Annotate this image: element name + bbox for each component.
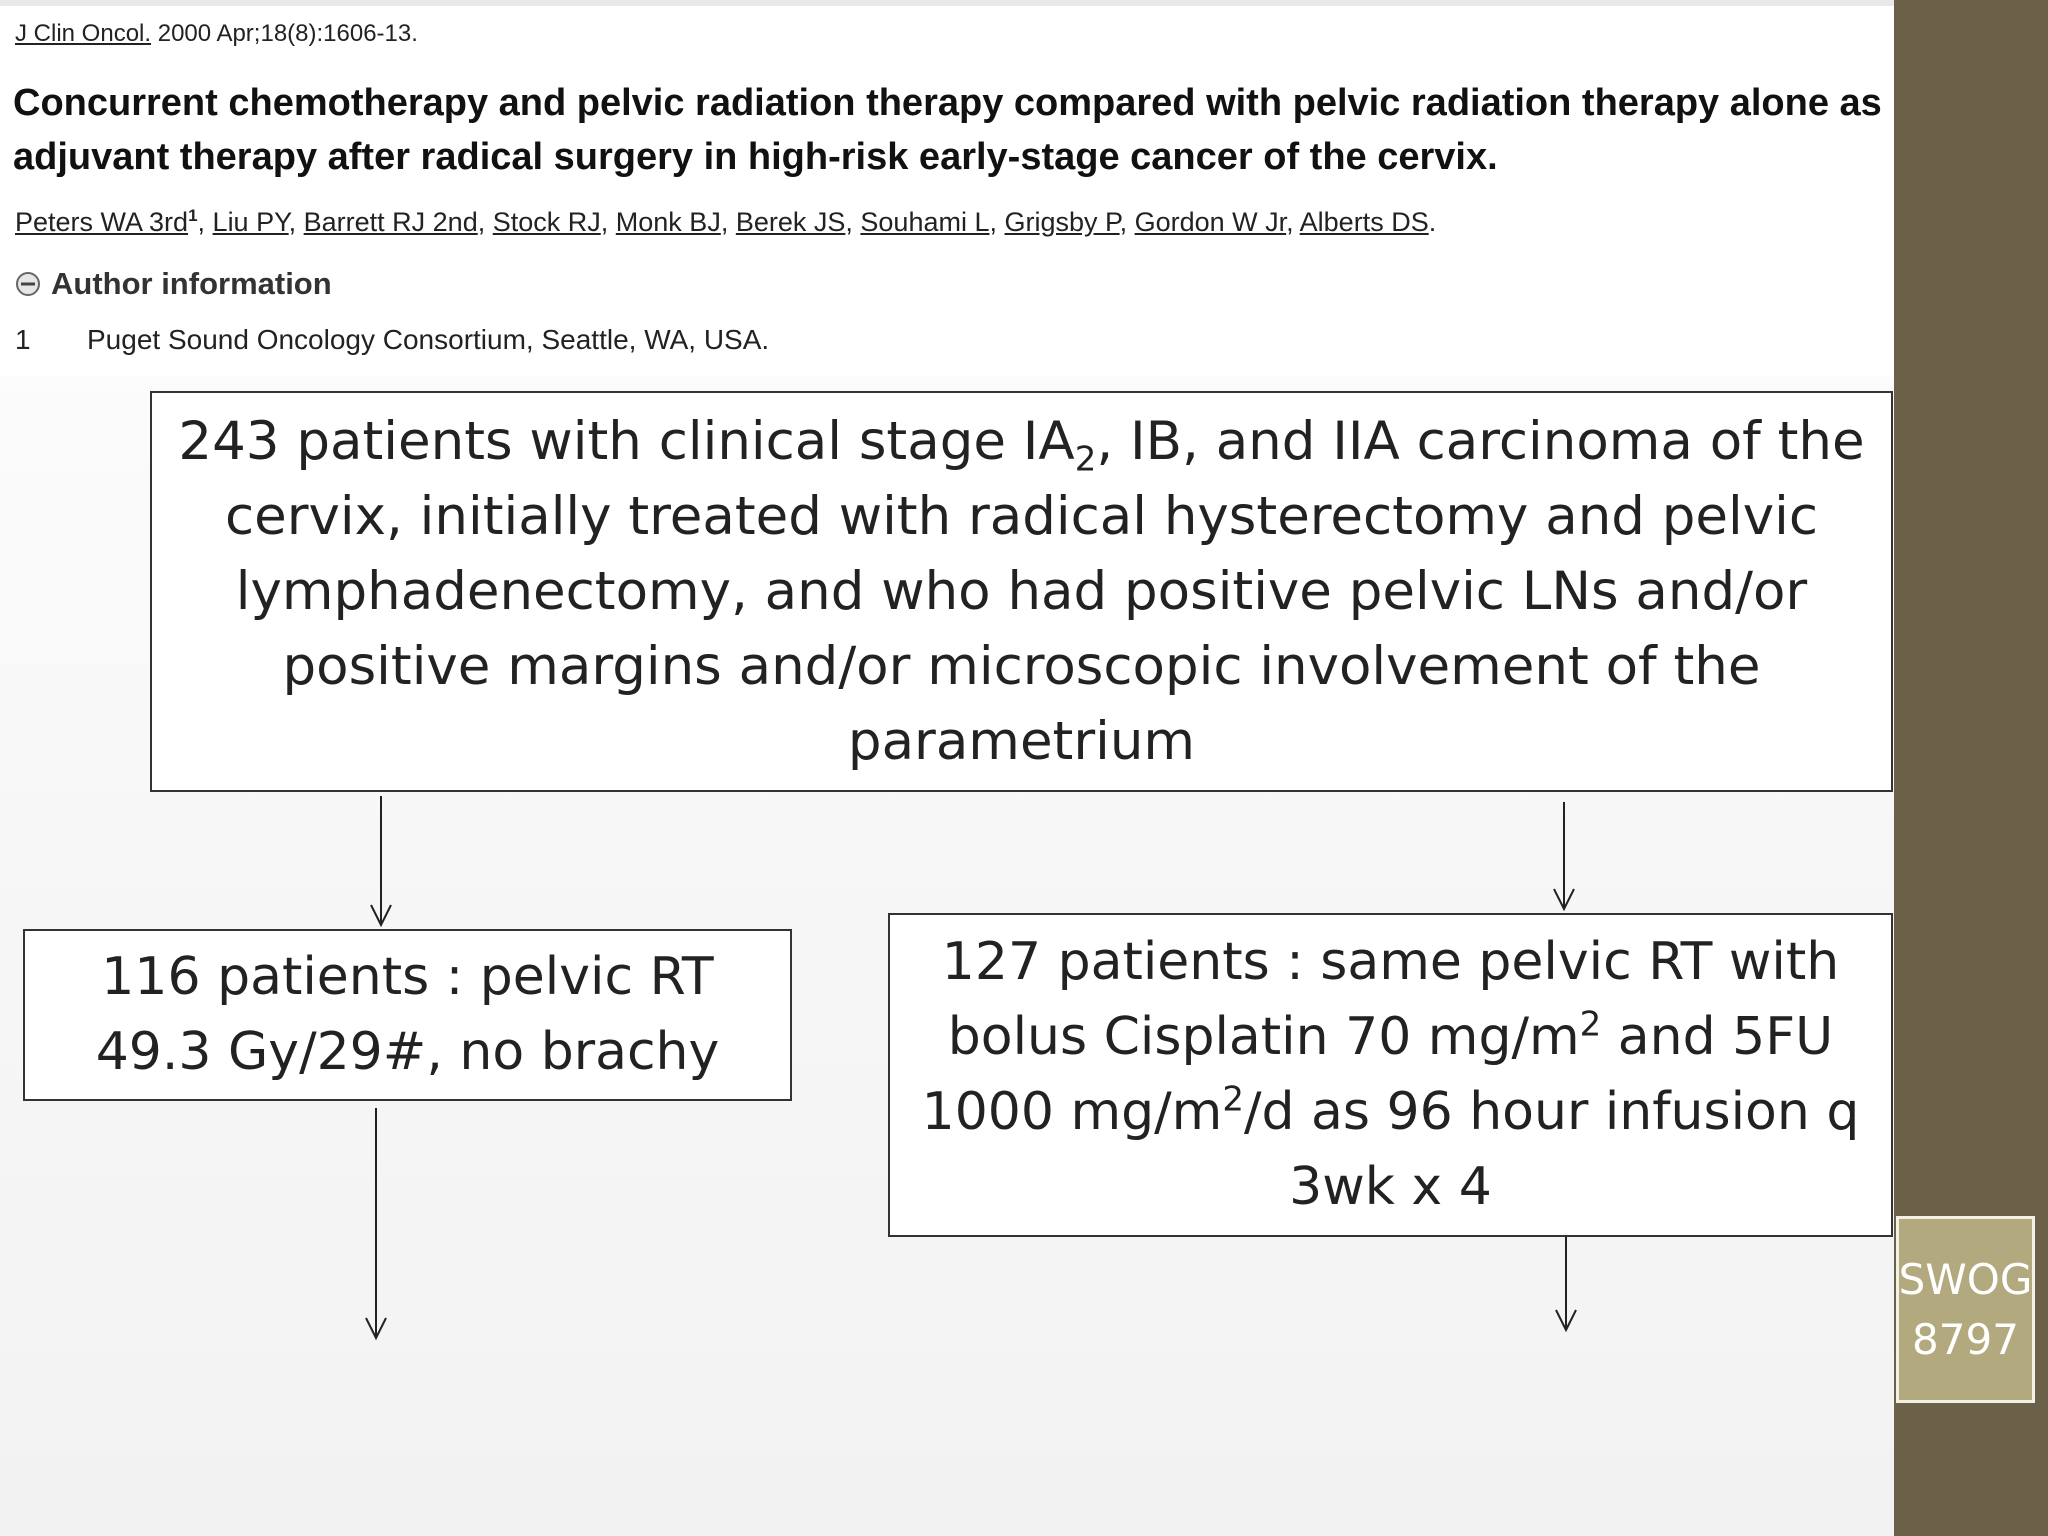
author-list: Peters WA $3rd^1$, Liu PY, Barrett RJ 2nd, Stock RJ, Monk BJ, Berek JS, Souhami L, Grigsby P, Gordon W Jr, Alberts DS. <box>15 206 1437 237</box>
chemo-text: 1000 mg/m <box>921 1082 1223 1142</box>
author-link[interactable]: Barrett RJ 2nd <box>303 207 478 237</box>
chemo-text: /d as 96 hour infusion q <box>1243 1082 1860 1142</box>
trial-id-badge <box>1896 1216 2035 1403</box>
chemo-text: and 5FU <box>1601 1007 1834 1067</box>
badge-line: SWOG <box>1898 1254 2033 1304</box>
author-information-label[interactable]: Author information <box>51 266 332 301</box>
rt-arm-line: 116 patients : pelvic RT <box>101 947 714 1007</box>
article-title: Concurrent chemotherapy and pelvic radiation therapy compared with pelvic radiation therapy alone as adjuvant therapy after radical surgery in high-risk early-stage cancer of the cervix. <box>13 82 1882 178</box>
author-affiliation-sup[interactable]: 1 <box>188 206 198 225</box>
author-link[interactable]: Gordon W Jr <box>1134 207 1287 237</box>
journal-link[interactable]: J Clin Oncol. <box>15 20 152 47</box>
eligibility-line: lymphadenectomy, and who had positive pelvic LNs and/or <box>235 561 1808 622</box>
author-link[interactable]: Souhami L <box>860 207 990 237</box>
eligibility-box <box>150 391 1893 792</box>
eligibility-line: parametrium <box>847 711 1196 772</box>
eligibility-line: cervix, initially treated with radical hysterectomy and pelvic <box>224 486 1818 547</box>
author-link[interactable]: Monk BJ <box>615 207 721 237</box>
author-link[interactable]: Alberts DS <box>1299 207 1429 237</box>
author-link[interactable]: Peters WA 3rd <box>15 207 189 237</box>
eligibility-text: , IB, and IIA carcinoma of the <box>1096 411 1865 472</box>
chemo-rt-arm-box <box>888 913 1893 1237</box>
arrow-top-to-right <box>1554 802 1574 909</box>
citation-details: 2000 Apr;18(8):1606-13. <box>151 20 418 47</box>
unit-superscript: 2 <box>1579 1004 1602 1045</box>
author-link[interactable]: Berek JS <box>735 207 846 237</box>
arrow-top-to-left <box>371 796 391 925</box>
chemo-arm-line <box>890 1075 1891 1150</box>
author-link[interactable]: Liu PY <box>212 207 289 237</box>
chemo-text: bolus Cisplatin 70 mg/m <box>947 1007 1580 1067</box>
rt-alone-arm-box <box>23 929 792 1101</box>
chemo-arm-line: 127 patients : same pelvic RT with <box>941 932 1840 992</box>
chemo-arm-line <box>890 1000 1891 1075</box>
author-link[interactable]: Stock RJ <box>492 207 601 237</box>
eligibility-text: 243 patients with clinical stage IA <box>178 411 1075 472</box>
eligibility-line: positive margins and/or microscopic involvement of the <box>282 636 1761 697</box>
unit-superscript: 2 <box>1222 1079 1244 1120</box>
arrow-left-down <box>366 1108 386 1338</box>
arrow-right-down <box>1556 1228 1576 1330</box>
badge-line: 8797 <box>1912 1314 2019 1364</box>
stage-subscript: 2 <box>1074 439 1097 480</box>
eligibility-line <box>152 404 1891 479</box>
author-link[interactable]: Grigsby P <box>1004 207 1120 237</box>
affiliation-text: Puget Sound Oncology Consortium, Seattle, WA, USA. <box>87 324 770 355</box>
affiliation-number: 1 <box>15 324 31 355</box>
rt-arm-line: 49.3 Gy/29#, no brachy <box>95 1022 720 1082</box>
chemo-arm-line: 3wk x 4 <box>1289 1157 1492 1217</box>
